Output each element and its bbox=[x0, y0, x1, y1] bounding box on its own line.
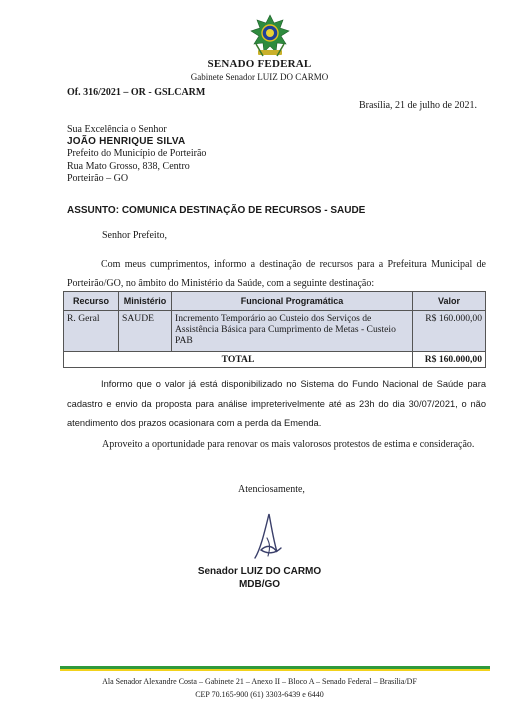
header-recurso: Recurso bbox=[64, 292, 119, 311]
recipient-name: JOÃO HENRIQUE SILVA bbox=[67, 136, 186, 148]
coat-of-arms-icon bbox=[249, 14, 291, 58]
letter-date: Brasília, 21 de julho de 2021. bbox=[358, 100, 477, 111]
total-value: R$ 160.000,00 bbox=[413, 352, 486, 368]
cell-recurso: R. Geral bbox=[64, 311, 119, 352]
recipient-block bbox=[67, 124, 206, 185]
cell-valor: R$ 160.000,00 bbox=[413, 311, 486, 352]
signer-party: MDB/GO bbox=[238, 579, 281, 590]
office-name: Gabinete Senador LUIZ DO CARMO bbox=[190, 72, 329, 82]
signer-name: Senador LUIZ DO CARMO bbox=[197, 566, 322, 577]
paragraph-regards: Aproveito a oportunidade para renovar os mais valorosos protestos de estima e consideração. bbox=[102, 439, 475, 450]
paragraph-deadline: Informo que o valor já está disponibilizado no Sistema do Fundo Nacional de Saúde para cadastro e envio da proposta para análise impreterivelmente até as 23h do dia 30/07/2021, o não atendimento dos prazos ocasionara com a perda da Emenda. bbox=[67, 379, 486, 428]
recipient-city: Porteirão – GO bbox=[67, 172, 129, 184]
subject-line: ASSUNTO: COMUNICA DESTINAÇÃO DE RECURSOS - SAUDE bbox=[67, 205, 366, 216]
header-valor: Valor bbox=[413, 292, 486, 311]
header-funcional: Funcional Programática bbox=[172, 292, 413, 311]
greeting: Senhor Prefeito, bbox=[102, 230, 167, 241]
signature-block bbox=[0, 565, 519, 591]
institution-name: SENADO FEDERAL bbox=[207, 58, 312, 70]
table-total-row bbox=[64, 352, 486, 368]
reference-number: Of. 316/2021 – OR - GSLCARM bbox=[67, 87, 206, 98]
footer-address: Ala Senador Alexandre Costa – Gabinete 21 – Anexo II – Bloco A – Senado Federal – Brasília/DF bbox=[102, 677, 417, 686]
recipient-salutation: Sua Excelência o Senhor bbox=[67, 124, 167, 135]
recipient-title: Prefeito do Município de Porteirão bbox=[67, 148, 207, 160]
footer-contact: CEP 70.165-900 (61) 3303-6439 e 6440 bbox=[195, 690, 324, 699]
closing: Atenciosamente, bbox=[238, 484, 305, 495]
resource-table bbox=[63, 291, 486, 368]
table-row bbox=[64, 311, 486, 352]
footer-divider bbox=[60, 666, 490, 671]
paragraph-intro: Com meus cumprimentos, informo a destinação de recursos para a Prefeitura Municipal de Porteirão/GO, no âmbito do Ministério da Saúde, com a seguinte destinação: bbox=[67, 259, 486, 289]
cell-funcional: Incremento Temporário ao Custeio dos Serviços de Assistência Básica para Cumprimento de Metas - Custeio PAB bbox=[172, 311, 413, 352]
handwritten-signature-icon bbox=[247, 508, 289, 564]
table-header-row bbox=[64, 292, 486, 311]
total-label: TOTAL bbox=[64, 352, 413, 368]
recipient-street: Rua Mato Grosso, 838, Centro bbox=[67, 160, 190, 172]
cell-ministerio: SAUDE bbox=[119, 311, 172, 352]
header-ministerio: Ministério bbox=[119, 292, 172, 311]
